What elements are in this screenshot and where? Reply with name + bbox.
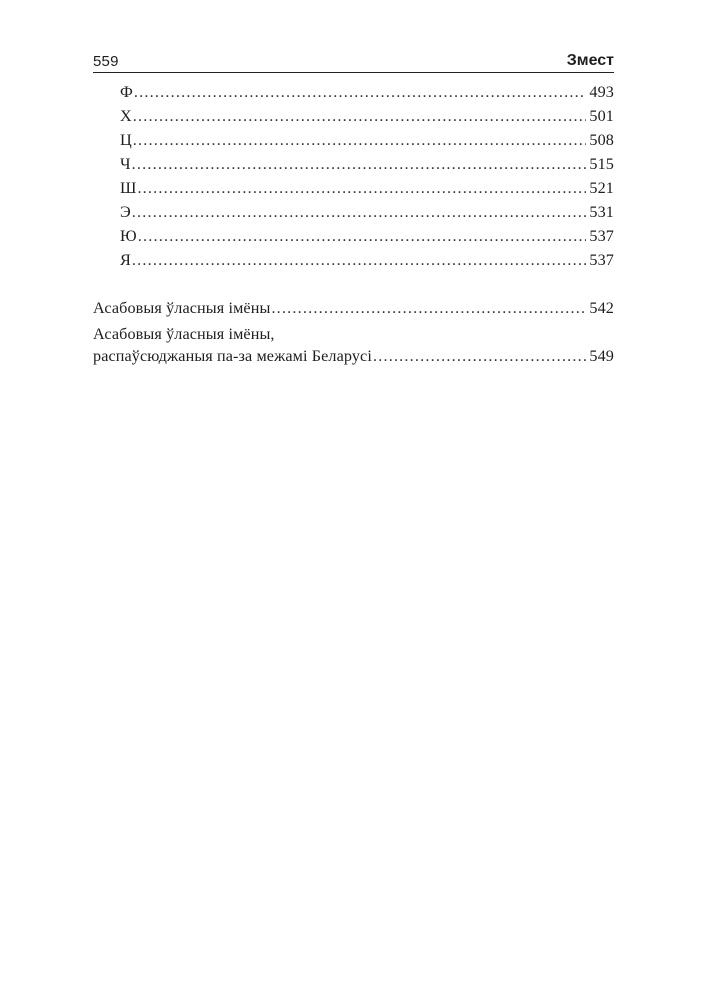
entry-label: Ч — [120, 155, 131, 173]
toc-entry-letter[interactable] — [120, 226, 614, 246]
entry-label: Асабовыя ўласныя імёны — [93, 299, 271, 317]
entry-label: Ф — [120, 83, 133, 101]
toc-entry-section[interactable] — [93, 346, 614, 366]
toc-entry-letter[interactable] — [120, 202, 614, 222]
entry-page: 537 — [589, 251, 614, 269]
entry-label-line1[interactable]: Асабовыя ўласныя імёны, — [93, 325, 275, 343]
entry-label: Ш — [120, 179, 137, 197]
toc-entry-letter[interactable] — [120, 154, 614, 174]
leader-dots — [138, 226, 587, 246]
entry-page: 531 — [589, 203, 614, 221]
entry-label: Ц — [120, 131, 132, 149]
leader-dots — [137, 178, 586, 198]
entry-label: Ю — [120, 227, 137, 245]
entry-page: 521 — [589, 179, 614, 197]
toc-entry-letter[interactable] — [120, 130, 614, 150]
page-number: 559 — [93, 53, 119, 70]
leader-dots — [132, 202, 587, 222]
running-header — [93, 52, 614, 73]
toc-entry-letter[interactable] — [120, 106, 614, 126]
entry-page: 542 — [589, 299, 614, 317]
entry-page: 515 — [589, 155, 614, 173]
toc-entry-letter[interactable] — [120, 178, 614, 198]
leader-dots — [132, 154, 587, 174]
entry-page: 537 — [589, 227, 614, 245]
entry-label-line2: распаўсюджаныя па-за межамі Беларусі — [93, 347, 372, 365]
leader-dots — [132, 250, 587, 270]
leader-dots — [271, 298, 586, 318]
entry-page: 501 — [589, 107, 614, 125]
toc-entry-letter[interactable] — [120, 82, 614, 102]
entry-page: 493 — [589, 83, 614, 101]
entry-label: Я — [120, 251, 131, 269]
leader-dots — [373, 346, 586, 366]
toc-entry-section[interactable] — [93, 298, 614, 318]
leader-dots — [133, 106, 587, 126]
entry-page: 508 — [589, 131, 614, 149]
running-title: Змест — [566, 52, 614, 69]
leader-dots — [134, 82, 587, 102]
toc-entry-letter[interactable] — [120, 250, 614, 270]
entry-label: Э — [120, 203, 131, 221]
entry-label: Х — [120, 107, 132, 125]
entry-page: 549 — [589, 347, 614, 365]
leader-dots — [133, 130, 587, 150]
